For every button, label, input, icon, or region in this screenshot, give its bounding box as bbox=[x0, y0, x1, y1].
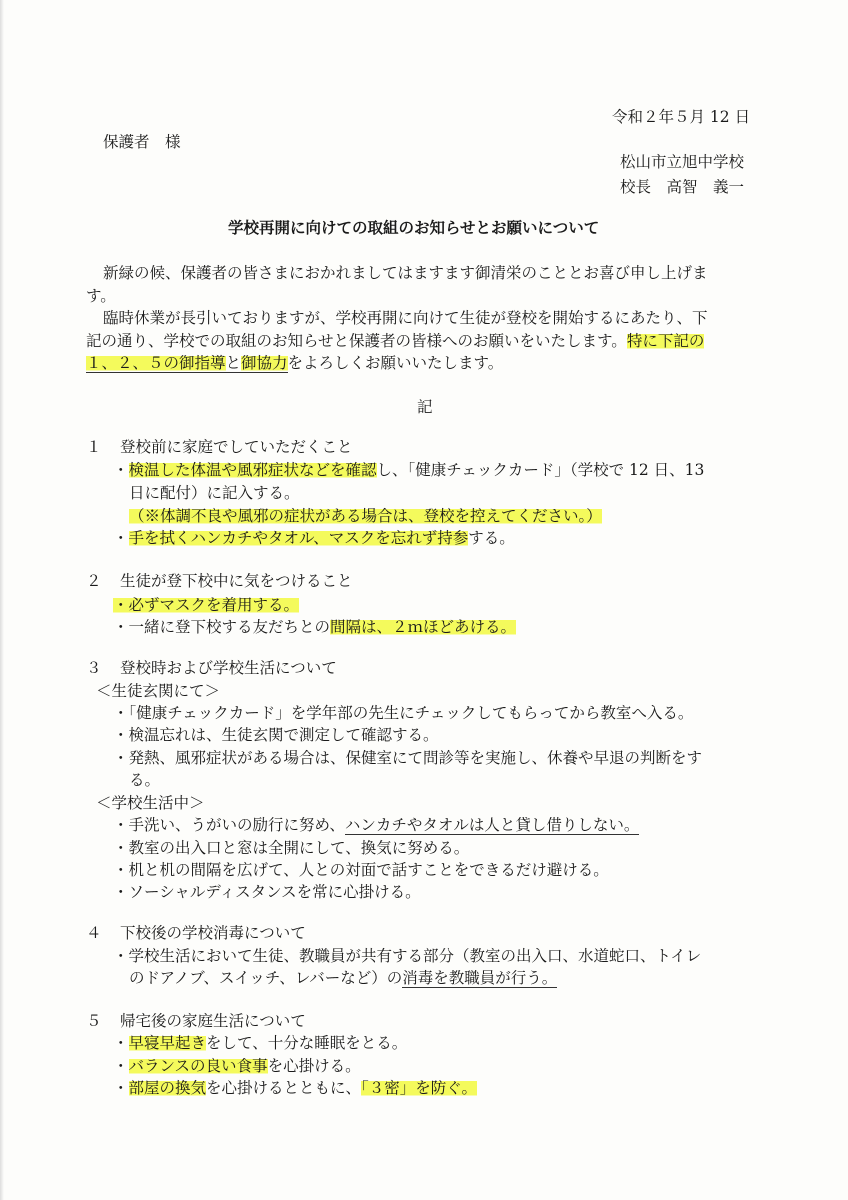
addressee: 保護者 様 bbox=[103, 133, 181, 151]
bullet-continued: る。 bbox=[129, 771, 161, 789]
note bbox=[129, 505, 602, 527]
bullet bbox=[113, 594, 299, 616]
bullet: ・検温忘れは、生徒玄関で測定して確認する。 bbox=[113, 726, 439, 744]
section-heading: 登校前に家庭でしていただくこと bbox=[120, 438, 353, 456]
bullet: ・一緒に登下校する友だちとの間隔は、２ｍほどあける。 bbox=[113, 618, 517, 636]
section-heading: 帰宅後の家庭生活について bbox=[120, 1012, 306, 1030]
ki-heading: 記 bbox=[417, 398, 433, 416]
subheading: ＜生徒玄関にて＞ bbox=[96, 682, 221, 700]
highlight: 手を拭くハンカチやタオル、マスクを忘れず持参 bbox=[128, 529, 469, 547]
underline: 消毒を教職員が行う。 bbox=[402, 969, 558, 987]
highlight: （※体調不良や風邪の症状がある場合は、登校を控えてください。） bbox=[129, 507, 602, 525]
section-number: ４ bbox=[86, 924, 102, 942]
highlight: バランスの良い食事 bbox=[128, 1057, 268, 1075]
section-number: １ bbox=[86, 438, 102, 456]
bullet: ・バランスの良い食事を心掛ける。 bbox=[113, 1057, 361, 1075]
highlight: 部屋の換気 bbox=[128, 1079, 207, 1097]
bullet: ・早寝早起きをして、十分な睡眠をとる。 bbox=[113, 1034, 408, 1052]
underline: と bbox=[225, 354, 242, 372]
highlight: ・必ずマスクを着用する。 bbox=[113, 596, 300, 614]
section-number: ２ bbox=[86, 572, 102, 590]
highlight: 検温した体温や風邪症状などを確認 bbox=[128, 461, 377, 479]
intro-text: をよろしくお願いいたします。 bbox=[287, 354, 504, 372]
intro-line bbox=[86, 330, 704, 352]
school-name: 松山市立旭中学校 bbox=[620, 153, 745, 171]
scan-edge bbox=[0, 0, 4, 1200]
intro-line: す。 bbox=[86, 287, 116, 305]
bullet: ・机と机の間隔を広げて、人との対面で話すことをできるだけ避ける。 bbox=[113, 861, 609, 879]
bullet: ・教室の出入口と窓は全開にして、換気に努める。 bbox=[113, 839, 470, 857]
bullet-continued: 日に配付）に記入する。 bbox=[129, 484, 300, 502]
highlight: 特に下記の bbox=[626, 332, 705, 350]
highlight: 早寝早起き bbox=[128, 1034, 207, 1052]
subheading: ＜学校生活中＞ bbox=[96, 794, 205, 812]
section-heading: 生徒が登下校中に気をつけること bbox=[120, 572, 353, 590]
intro-line: 新緑の候、保護者の皆さまにおかれましてはますます御清栄のこととお喜び申し上げま bbox=[103, 264, 708, 282]
section-heading: 下校後の学校消毒について bbox=[120, 924, 306, 942]
underline: ハンカチやタオルは人と貸し借りしない。 bbox=[344, 816, 640, 834]
bullet: ・ソーシャルディスタンスを常に心掛ける。 bbox=[113, 883, 421, 901]
section-number: ５ bbox=[86, 1012, 102, 1030]
highlight: １、２、５の御指導 bbox=[86, 354, 226, 372]
highlight: 御協力 bbox=[241, 354, 288, 372]
bullet-continued: のドアノブ、スイッチ、レバーなど）の消毒を教職員が行う。 bbox=[129, 969, 558, 987]
intro-line bbox=[86, 352, 503, 374]
bullet: ・検温した体温や風邪症状などを確認し、「健康チェックカード」（学校で 12 日、13 bbox=[113, 461, 705, 479]
bullet: ・手洗い、うがいの励行に努め、ハンカチやタオルは人と貸し借りしない。 bbox=[113, 816, 640, 834]
bullet: ・「健康チェックカード」を学年部の先生にチェックしてもらってから教室へ入る。 bbox=[113, 704, 694, 722]
highlight: 間隔は、２ｍほどあける。 bbox=[330, 618, 517, 636]
principal-name: 校長 高智 義一 bbox=[620, 178, 745, 196]
bullet: ・学校生活において生徒、教職員が共有する部分（教室の出入口、水道蛇口、トイレ bbox=[113, 947, 702, 965]
section-number: ３ bbox=[86, 659, 102, 677]
bullet: ・発熱、風邪症状がある場合は、保健室にて問診等を実施し、休養や早退の判断をす bbox=[113, 749, 703, 767]
highlight: 「３密」を防ぐ。 bbox=[361, 1079, 477, 1097]
intro-text: 記の通り、学校での取組のお知らせと保護者の皆様へのお願いをいたします。 bbox=[86, 332, 627, 350]
intro-line: 臨時休業が長引いておりますが、学校再開に向けて生徒が登校を開始するにあたり、下 bbox=[103, 309, 708, 327]
page-title: 学校再開に向けての取組のお知らせとお願いについて bbox=[228, 219, 600, 237]
date: 令和２年５月 12 日 bbox=[612, 108, 751, 126]
section-heading: 登校時および学校生活について bbox=[120, 659, 337, 677]
bullet: ・手を拭くハンカチやタオル、マスクを忘れず持参する。 bbox=[113, 529, 515, 547]
bullet: ・部屋の換気を心掛けるとともに、「３密」を防ぐ。 bbox=[113, 1079, 477, 1097]
